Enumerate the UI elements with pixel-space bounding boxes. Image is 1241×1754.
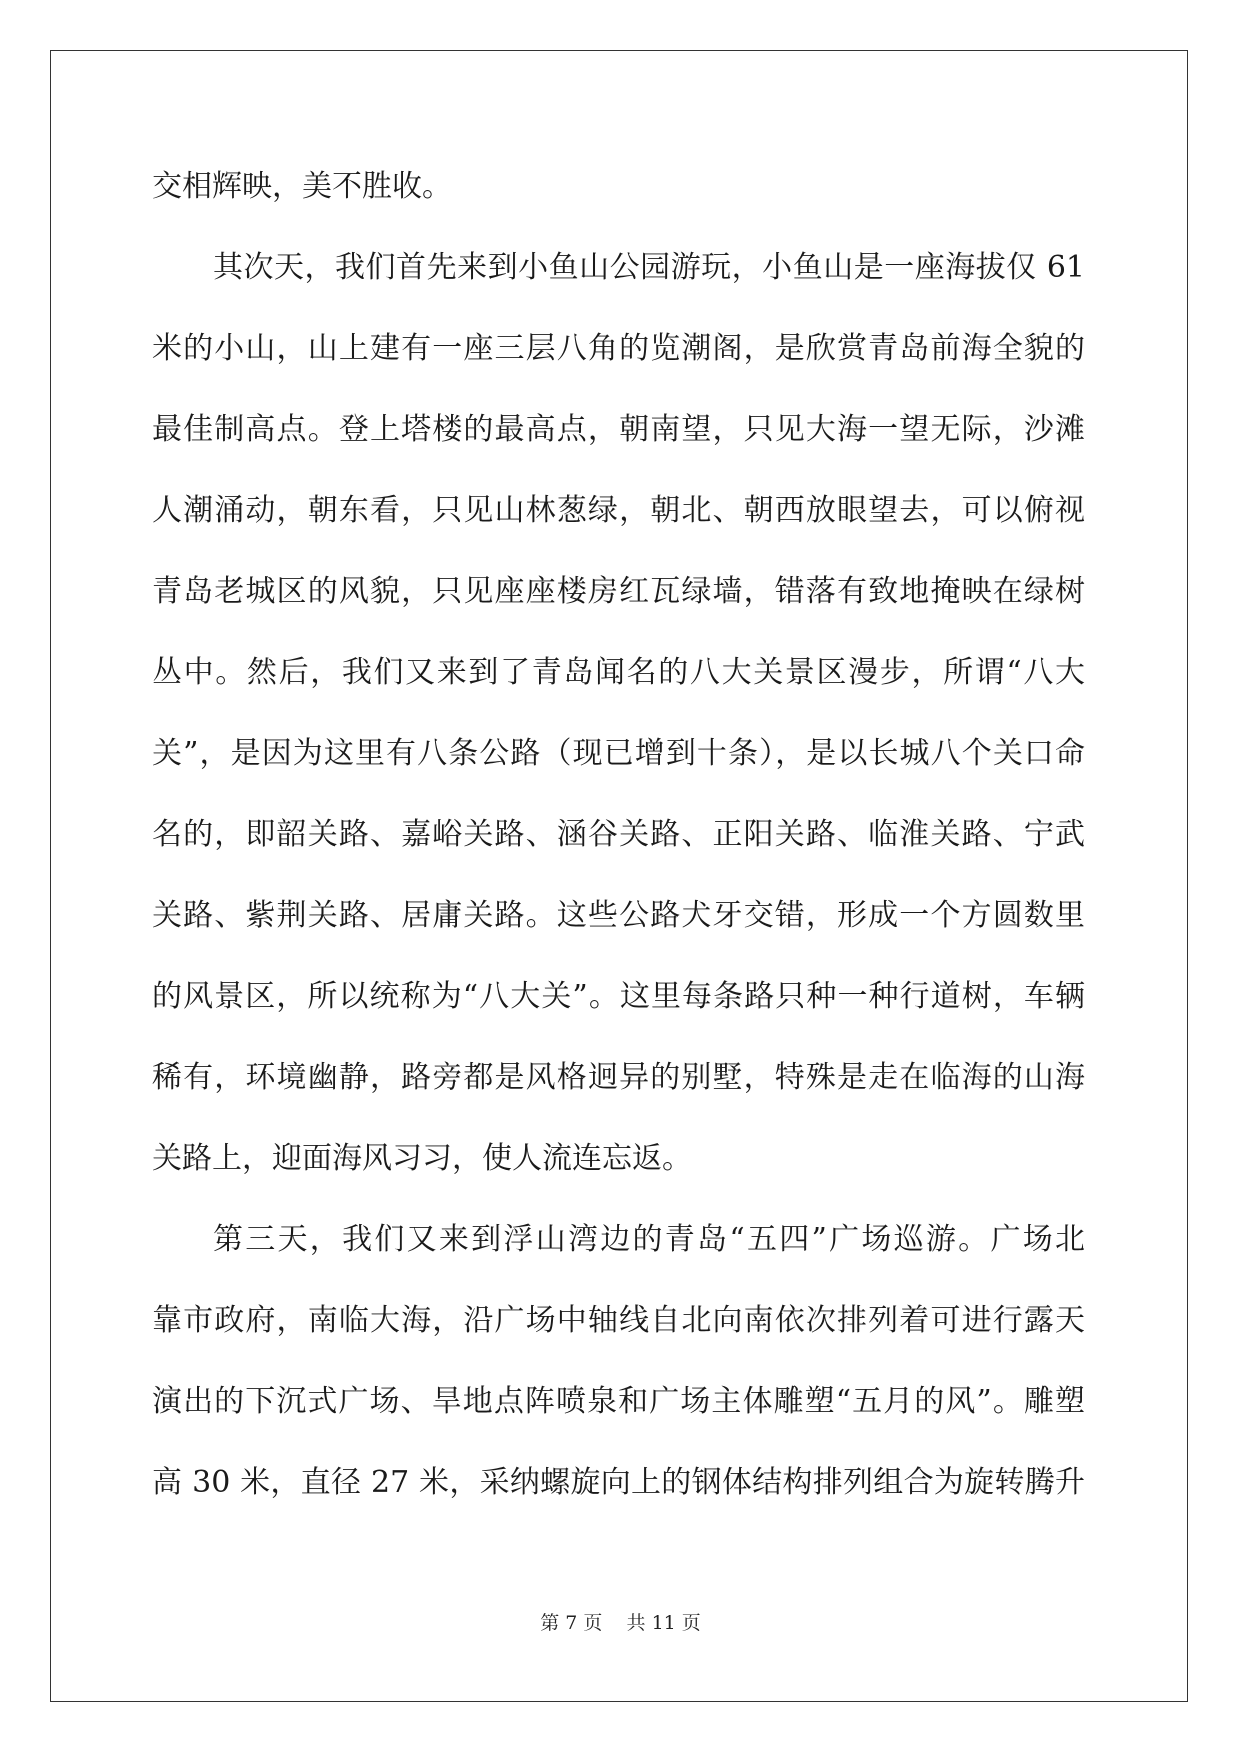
document-body <box>152 146 1085 1523</box>
paragraph-line: 稀有，环境幽静，路旁都是风格迥异的别墅，特殊是走在临海的山海 <box>152 1060 1085 1095</box>
paragraph-line: 最佳制高点。登上塔楼的最高点，朝南望，只见大海一望无际，沙滩 <box>152 412 1085 447</box>
paragraph-line: 高 30 米，直径 27 米，采纳螺旋向上的钢体结构排列组合为旋转腾升 <box>152 1465 1085 1500</box>
page-number-footer: 第 7 页 共 11 页 <box>540 1612 701 1634</box>
paragraph-line: 演出的下沉式广场、旱地点阵喷泉和广场主体雕塑“五月的风”。雕塑 <box>152 1384 1085 1419</box>
paragraph-line: 交相辉映，美不胜收。 <box>152 169 452 204</box>
paragraph-line: 第三天，我们又来到浮山湾边的青岛“五四”广场巡游。广场北 <box>213 1222 1085 1257</box>
paragraph-line: 关路上，迎面海风习习，使人流连忘返。 <box>152 1141 692 1176</box>
paragraph-line: 关路、紫荆关路、居庸关路。这些公路犬牙交错，形成一个方圆数里 <box>152 898 1085 933</box>
paragraph-line: 关”，是因为这里有八条公路（现已增到十条），是以长城八个关口命 <box>152 736 1085 771</box>
paragraph-line: 靠市政府，南临大海，沿广场中轴线自北向南依次排列着可进行露天 <box>152 1303 1085 1338</box>
paragraph-line: 米的小山，山上建有一座三层八角的览潮阁，是欣赏青岛前海全貌的 <box>152 331 1085 366</box>
paragraph-line: 丛中。然后，我们又来到了青岛闻名的八大关景区漫步，所谓“八大 <box>152 655 1085 690</box>
paragraph-line: 其次天，我们首先来到小鱼山公园游玩，小鱼山是一座海拔仅 61 <box>213 250 1085 285</box>
paragraph-line: 的风景区，所以统称为“八大关”。这里每条路只种一种行道树，车辆 <box>152 979 1085 1014</box>
paragraph-line: 名的，即韶关路、嘉峪关路、涵谷关路、正阳关路、临淮关路、宁武 <box>152 817 1085 852</box>
paragraph-line: 青岛老城区的风貌，只见座座楼房红瓦绿墙，错落有致地掩映在绿树 <box>152 574 1085 609</box>
paragraph-line: 人潮涌动，朝东看，只见山林葱绿，朝北、朝西放眼望去，可以俯视 <box>152 493 1085 528</box>
